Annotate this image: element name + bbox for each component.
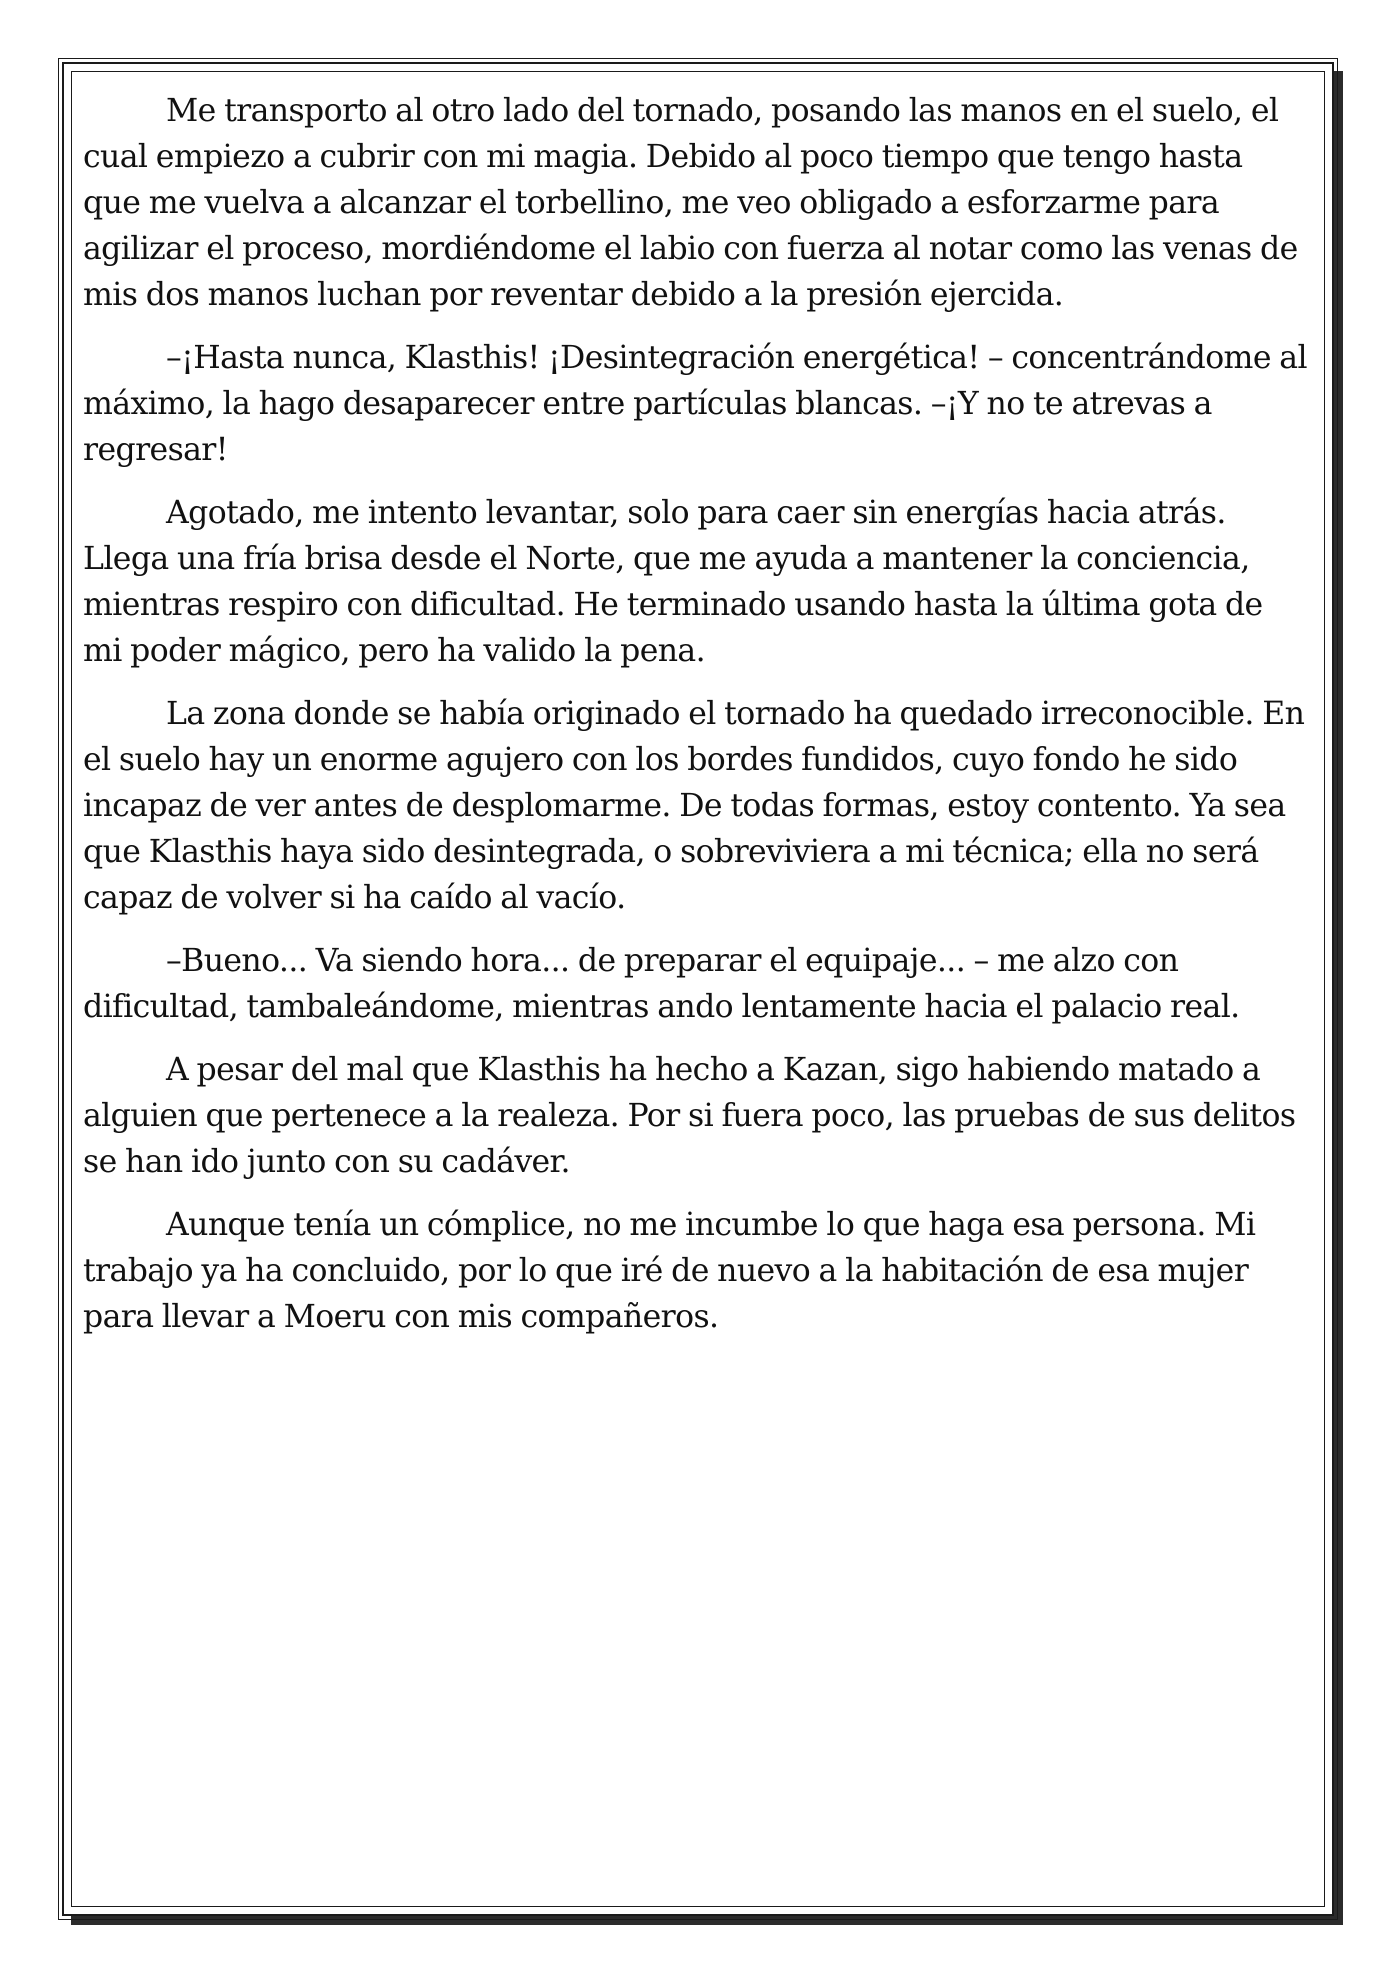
paragraph: A pesar del mal que Klasthis ha hecho a Kazan, sigo habiendo matado a alguien que pertenece a la realeza. Por si fuera poco, las pruebas de sus delitos se han ido junto con su cadáver. [83, 1052, 1296, 1180]
paragraph: Me transporto al otro lado del tornado, posando las manos en el suelo, el cual empiezo a cubrir con mi magia. Debido al poco tiempo que tengo hasta que me vuelva a alcanzar el torbellino, me veo obligado a esforzarme para agilizar el proceso, mordiéndome el labio con fuerza al notar como las venas de mis dos manos luchan por reventar debido a la presión ejercida. [83, 93, 1298, 313]
paragraph: Agotado, me intento levantar, solo para caer sin energías hacia atrás. Llega una fría brisa desde el Norte, que me ayuda a mantener la conciencia, mientras respiro con dificultad. He terminado usando hasta la última gota de mi poder mágico, pero ha valido la pena. [83, 495, 1263, 669]
paragraph: Aunque tenía un cómplice, no me incumbe lo que haga esa persona. Mi trabajo ya ha concluido, por lo que iré de nuevo a la habitación de esa mujer para llevar a Moeru con mis compañeros. [83, 1207, 1256, 1335]
document-body [83, 88, 1307, 1357]
paragraph: –Bueno... Va siendo hora... de preparar el equipaje... – me alzo con dificultad, tambaleándome, mientras ando lentamente hacia el palacio real. [83, 943, 1240, 1025]
paragraph: –¡Hasta nunca, Klasthis! ¡Desintegración energética! – concentrándome al máximo, la hago desaparecer entre partículas blancas. –¡Y no te atrevas a regresar! [83, 340, 1307, 468]
paragraph: La zona donde se había originado el tornado ha quedado irreconocible. En el suelo hay un enorme agujero con los bordes fundidos, cuyo fondo he sido incapaz de ver antes de desplomarme. De todas formas, estoy contento. Ya sea que Klasthis haya sido desintegrada, o sobreviviera a mi técnica; ella no será capaz de volver si ha caído al vacío. [83, 696, 1305, 916]
